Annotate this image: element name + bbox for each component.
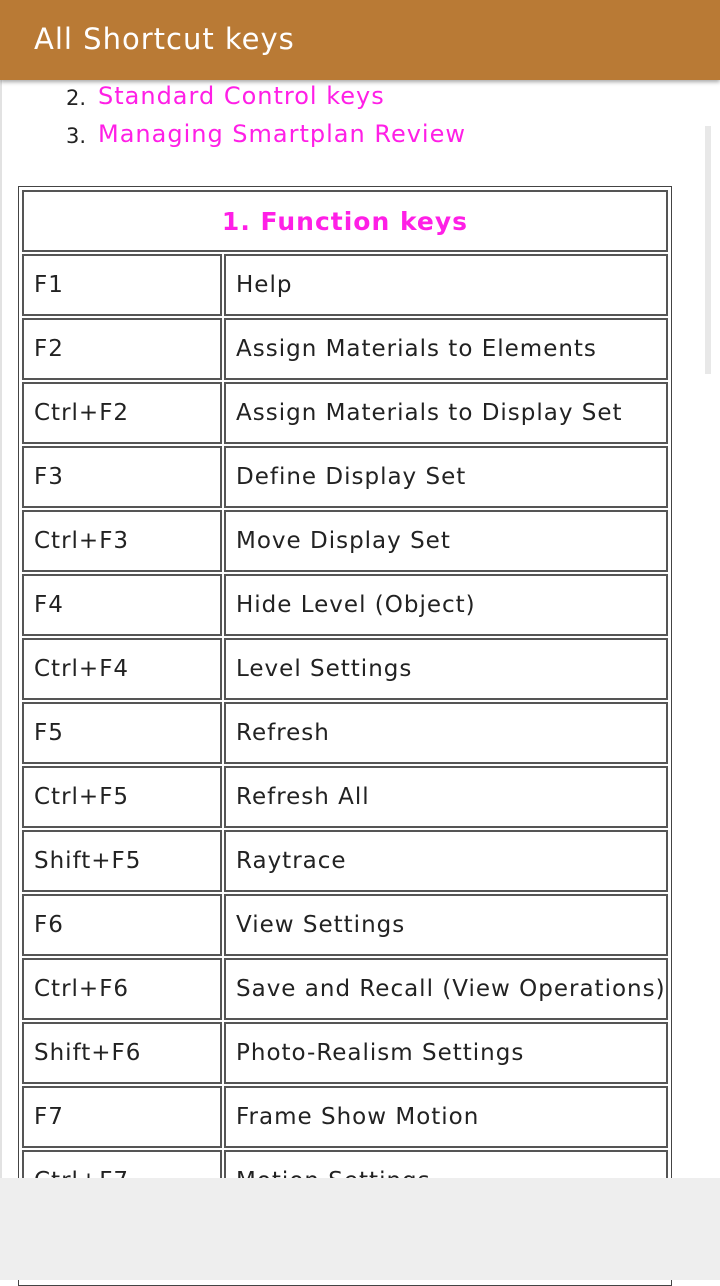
left-edge-divider — [0, 80, 2, 1178]
shortcut-key-cell: F3 — [22, 446, 222, 508]
shortcut-key-cell: F1 — [22, 254, 222, 316]
shortcut-key-cell: Ctrl+F5 — [22, 766, 222, 828]
app-bar — [0, 0, 720, 80]
shortcut-key-cell: F7 — [22, 1086, 222, 1148]
shortcut-action-cell: View Settings — [224, 894, 668, 956]
scrollbar[interactable] — [705, 126, 711, 374]
shortcut-action-cell: Level Settings — [224, 638, 668, 700]
toc-link-standard-control-keys[interactable]: Standard Control keys — [98, 82, 385, 110]
shortcut-action-cell: Assign Materials to Elements — [224, 318, 668, 380]
shortcut-action-cell: Move Display Set — [224, 510, 668, 572]
shortcut-action-cell: Refresh — [224, 702, 668, 764]
shortcut-action-cell: Help — [224, 254, 668, 316]
shortcut-action-cell: Assign Materials to Display Set — [224, 382, 668, 444]
shortcut-key-cell: Shift+F5 — [22, 830, 222, 892]
shortcut-key-cell: Ctrl+F4 — [22, 638, 222, 700]
shortcut-key-cell: F4 — [22, 574, 222, 636]
shortcut-key-cell: Shift+F6 — [22, 1022, 222, 1084]
shortcut-action-cell: Photo-Realism Settings — [224, 1022, 668, 1084]
table-heading: 1. Function keys — [22, 190, 668, 252]
shortcut-action-cell: Refresh All — [224, 766, 668, 828]
shortcut-table — [18, 186, 672, 1286]
shortcut-key-cell: Ctrl+F6 — [22, 958, 222, 1020]
app-title: All Shortcut keys — [34, 22, 295, 56]
shortcut-action-cell: Raytrace — [224, 830, 668, 892]
bottom-blank-area — [0, 1178, 720, 1280]
shortcut-action-cell: Hide Level (Object) — [224, 574, 668, 636]
toc-number: 3. — [66, 124, 87, 148]
content-area[interactable] — [0, 80, 720, 1178]
shortcut-key-cell: F5 — [22, 702, 222, 764]
shortcut-key-cell: F2 — [22, 318, 222, 380]
shortcut-action-cell: Frame Show Motion — [224, 1086, 668, 1148]
shortcut-key-cell: Ctrl+F2 — [22, 382, 222, 444]
shortcut-action-cell: Define Display Set — [224, 446, 668, 508]
shortcut-key-cell: Ctrl+F3 — [22, 510, 222, 572]
toc-number: 2. — [66, 86, 87, 110]
shortcut-action-cell: Save and Recall (View Operations) — [224, 958, 668, 1020]
toc-link-managing-smartplan-review[interactable]: Managing Smartplan Review — [98, 120, 466, 148]
shortcut-key-cell: F6 — [22, 894, 222, 956]
